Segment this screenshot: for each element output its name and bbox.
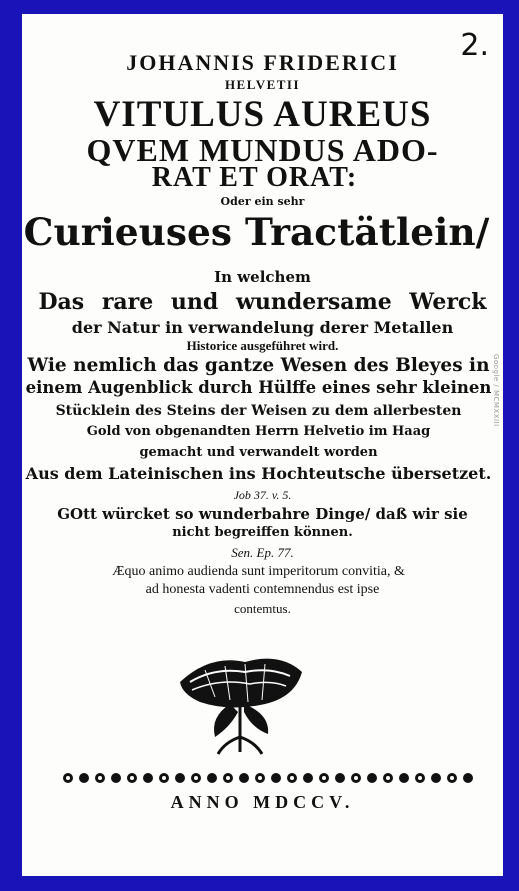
main-title-2: QVEM MUNDUS ADO- — [86, 132, 439, 168]
seneca-quote-1: Æquo animo audienda sunt imperitorum convitia, & — [112, 564, 405, 579]
body-line-3: der Natur in verwandelung derer Metallen — [71, 318, 454, 337]
library-stamp: Google / MCMXXIII — [492, 354, 500, 427]
job-quote-2: nicht begreiffen können. — [172, 525, 353, 540]
fleuron-rule-icon — [58, 764, 478, 792]
seneca-quote-2: ad honesta vadenti contemnendus est ipse — [145, 582, 380, 597]
oder-line: Oder ein sehr — [220, 195, 305, 208]
main-title-1: VITULUS AUREUS — [93, 94, 432, 135]
body-line-5: Wie nemlich das gantze Wesen des Bleyes in — [27, 355, 490, 376]
author-line-1: JOHANNIS FRIDERICI — [126, 50, 399, 75]
body-line-9: gemacht und verwandelt worden — [139, 445, 378, 460]
printer-ornament-icon — [170, 642, 310, 762]
body-line-4: Historice ausgeführet wird. — [186, 338, 339, 353]
body-line-2: Das rare und wundersame Werck — [38, 289, 487, 315]
body-line-10: Aus dem Lateinischen ins Hochteutsche übersetzet. — [25, 464, 492, 483]
subtitle: Curieuses Tractätlein/ — [23, 210, 490, 254]
body-line-8: Gold von obgenandten Herrn Helvetio im Haag — [86, 424, 431, 439]
body-line-6: einem Augenblick durch Hülffe eines sehr kleinen — [25, 378, 492, 397]
main-title-3: RAT ET ORAT: — [151, 162, 358, 193]
imprint-year: ANNO MDCCV. — [170, 792, 355, 812]
job-quote-1: GOtt würcket so wunderbahre Dinge/ daß wir sie — [57, 505, 468, 523]
body-line-7: Stücklein des Steins der Weisen zu dem allerbesten — [55, 403, 462, 419]
body-line-1: In welchem — [214, 268, 311, 286]
author-line-2: HELVETII — [224, 77, 301, 92]
page-number: 2. — [460, 28, 489, 63]
seneca-quote-3: contemtus. — [234, 601, 291, 616]
title-page — [22, 14, 503, 876]
job-reference: Job 37. v. 5. — [233, 488, 292, 502]
seneca-reference: Sen. Ep. 77. — [231, 545, 294, 560]
